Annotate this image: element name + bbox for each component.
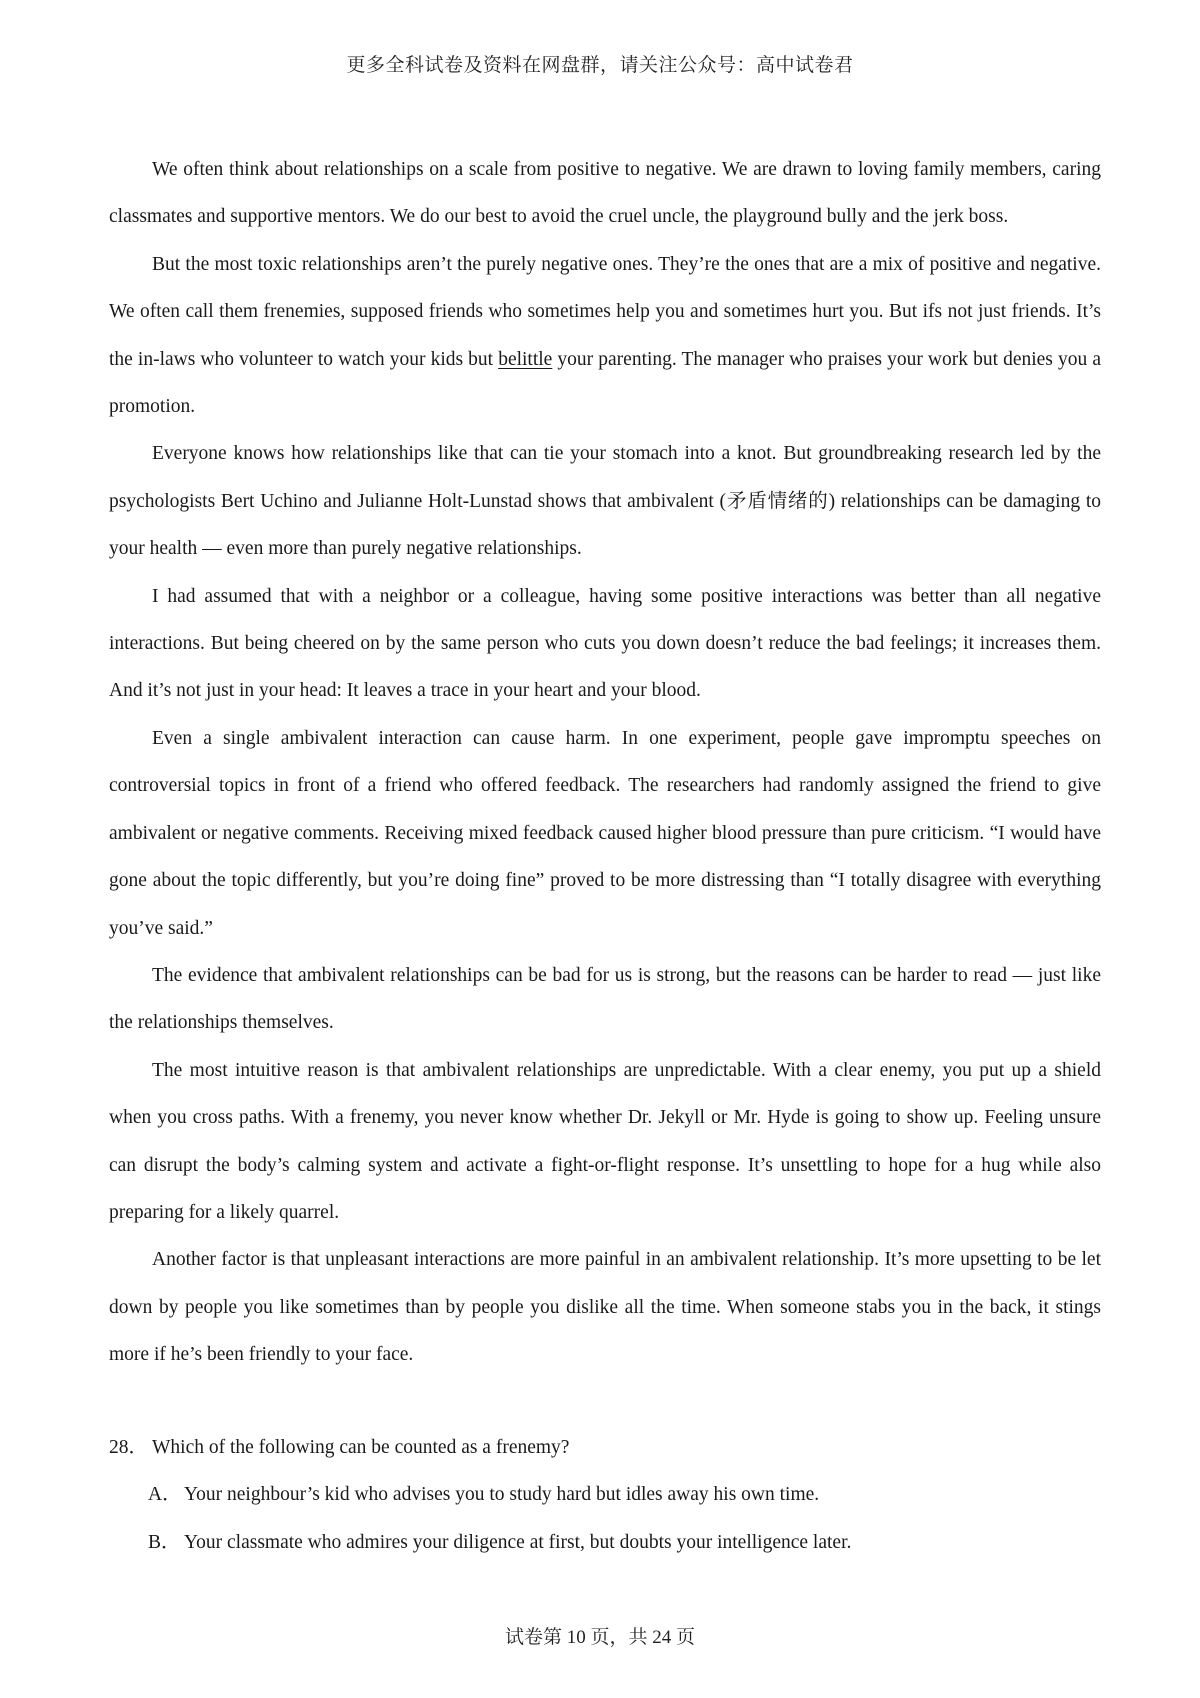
option-letter: A． — [148, 1484, 182, 1505]
paragraph-2-text-before: But the most toxic relationships aren’t the purely negative ones. They’re the ones that are a mix of positive and negative. We often call them frenemies, supposed friends who sometimes help you and sometimes hurt you. But ifs not just friends. It’s the in-laws who volunteer to watch your kids but — [109, 253, 1101, 370]
paragraph-8: Another factor is that unpleasant interactions are more painful in an ambivalent relationship. It’s more upsetting to be let down by people you like sometimes than by people you dislike all the time. When someone stabs you in the back, it stings more if he’s been friendly to your face. — [109, 1249, 1101, 1366]
paragraph-4: I had assumed that with a neighbor or a colleague, having some positive interactions was better than all negative interactions. But being cheered on by the same person who cuts you down doesn’t reduce the bad feelings; it increases them. And it’s not just in your head: It leaves a trace in your heart and your blood. — [109, 585, 1101, 702]
paragraph-2 — [109, 241, 1101, 431]
question-28 — [109, 1424, 1101, 1471]
option-a[interactable] — [148, 1471, 1098, 1518]
paragraph-3: Everyone knows how relationships like that can tie your stomach into a knot. But groundbreaking research led by the psychologists Bert Uchino and Julianne Holt-Lunstad shows that ambivalent (矛盾情绪的) relationships can be damaging to your health — even more than purely negative relationships. — [109, 443, 1101, 560]
option-text: Your classmate who admires your diligence at first, but doubts your intelligence later. — [184, 1532, 852, 1553]
paragraph-2-text-after: your parenting. The manager who praises your work but denies you a promotion. — [109, 348, 1101, 418]
page-header: 更多全科试卷及资料在网盘群，请关注公众号：高中试卷君 — [346, 55, 854, 76]
option-text: Your neighbour’s kid who advises you to study hard but idles away his own time. — [184, 1484, 820, 1505]
page-footer: 试卷第 10 页，共 24 页 — [504, 1627, 695, 1648]
reading-passage — [109, 146, 1101, 1379]
paragraph-6: The evidence that ambivalent relationships can be bad for us is strong, but the reasons can be harder to read — just like the relationships themselves. — [109, 964, 1101, 1034]
paragraph-7: The most intuitive reason is that ambivalent relationships are unpredictable. With a clear enemy, you put up a shield when you cross paths. With a frenemy, you never know whether Dr. Jekyll or Mr. Hyde is going to show up. Feeling unsure can disrupt the body’s calming system and activate a fight-or-flight response. It’s unsettling to hope for a hug while also preparing for a likely quarrel. — [109, 1059, 1101, 1223]
paragraph-5: Even a single ambivalent interaction can cause harm. In one experiment, people gave impromptu speeches on controversial topics in front of a friend who offered feedback. The researchers had randomly assigned the friend to give ambivalent or negative comments. Receiving mixed feedback caused higher blood pressure than pure criticism. “I would have gone about the topic differently, but you’re doing fine” proved to be more distressing than “I totally disagree with everything you’ve said.” — [109, 727, 1101, 939]
option-b[interactable] — [148, 1519, 1098, 1566]
question-stem: Which of the following can be counted as a frenemy? — [152, 1437, 570, 1458]
option-letter: B． — [148, 1532, 181, 1553]
paragraph-1: We often think about relationships on a scale from positive to negative. We are drawn to loving family members, caring classmates and supportive mentors. We do our best to avoid the cruel uncle, the playground bully and the jerk boss. — [109, 159, 1101, 228]
question-number: 28． — [109, 1437, 149, 1458]
underlined-word: belittle — [498, 348, 553, 370]
